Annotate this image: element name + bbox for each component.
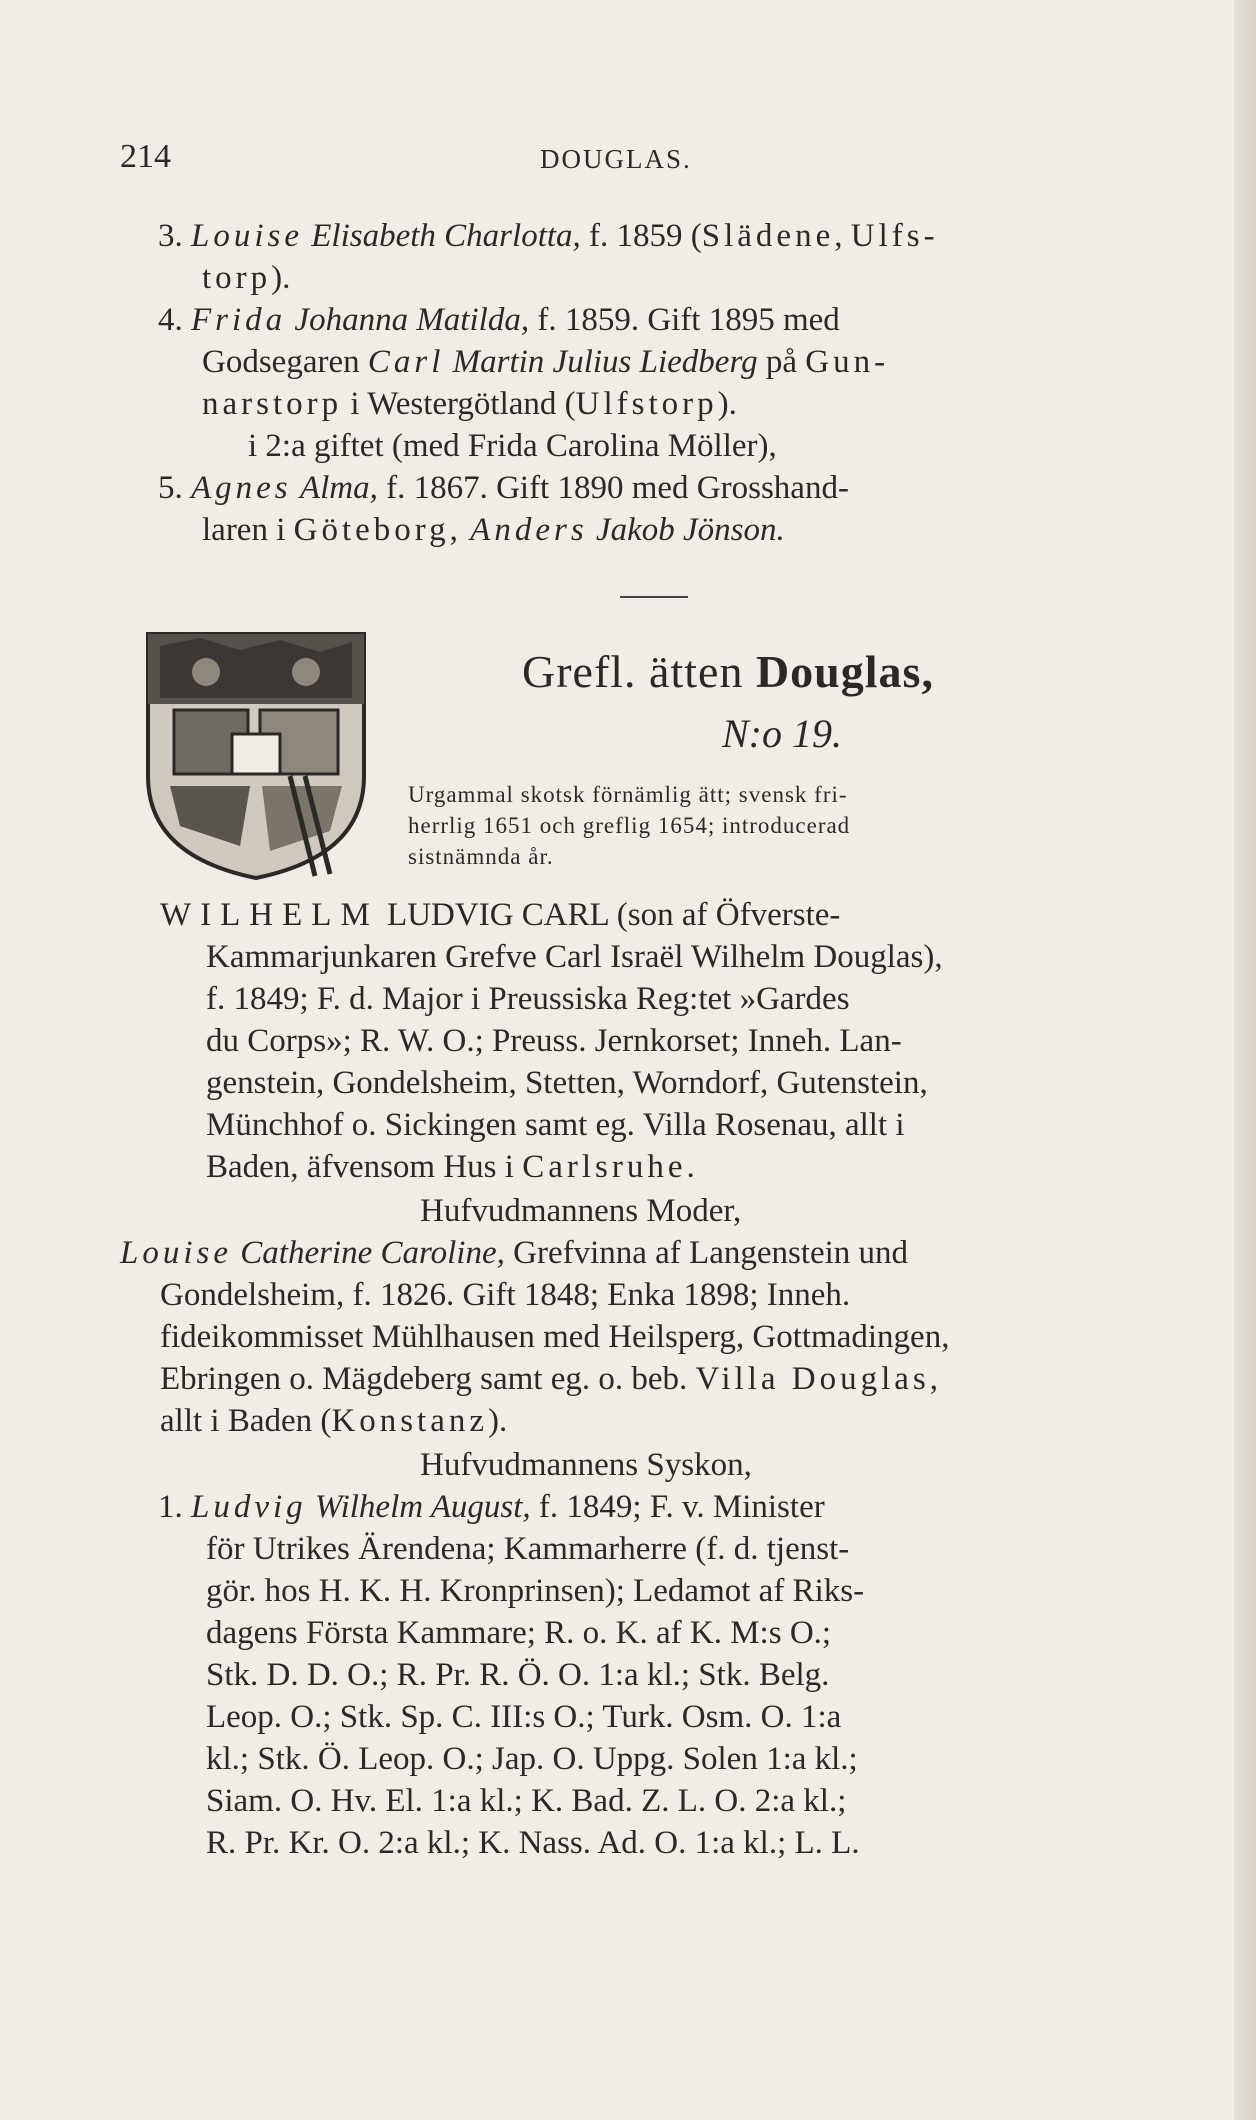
family-number: N:o 19. [722,711,842,756]
entry-text: ). [271,260,291,296]
sibling-1-line-9: R. Pr. Kr. O. 2:a kl.; K. Nass. Ad. O. 1:a kl.; L. L. [206,1825,860,1861]
villa-name: Villa Douglas, [695,1361,943,1397]
coat-of-arms-image [140,626,372,882]
mother-text: Ebringen o. Mägdeberg samt eg. o. beb. [160,1361,688,1397]
mother-text: Grefvinna af Langenstein und [513,1235,909,1271]
head-name: WILHELM [160,897,379,933]
sibling-1-line-7: kl.; Stk. Ö. Leop. O.; Jap. O. Uppg. Solen 1:a kl.; [206,1741,858,1777]
place-name: Konstanz [331,1403,489,1439]
entry-names: Elisabeth Charlotta, [311,218,581,254]
head-line-4: du Corps»; R. W. O.; Preuss. Jernkorset; Inneh. Lan- [206,1023,902,1059]
entry-number: 1. [158,1489,183,1525]
sibling-text: f. 1849; F. v. Minister [538,1489,825,1525]
head-text: LUDVIG CARL (son af Öfverste- [387,897,841,933]
entry-4-line-1 [158,300,840,340]
entry-number: 5. [158,470,183,506]
section-separator [620,596,688,598]
family-description-line-3: sistnämnda år. [408,844,554,869]
sibling-name: Ludvig [191,1489,307,1525]
head-line-2: Kammarjunkaren Grefve Carl Israël Wilhelm Douglas), [206,939,943,975]
mother-line-3: fideikommisset Mühlhausen med Heilsperg, Gottmadingen, [160,1319,950,1355]
entry-4-line-4 [248,426,777,466]
place-name: Carlsruhe. [522,1149,699,1185]
entry-4-line-3 [202,384,737,424]
entry-text: laren i [202,512,286,548]
mother-line-4 [160,1359,942,1399]
sibling-1-line-5: Stk. D. D. O.; R. Pr. R. Ö. O. 1:a kl.; Stk. Belg. [206,1657,830,1693]
entry-3-line-2 [202,258,290,298]
place-name: Ulfstorp [575,386,718,422]
head-line-6: Münchhof o. Sickingen samt eg. Villa Rosenau, allt i [206,1107,905,1143]
entry-text: f. 1859 ( [589,218,702,254]
entry-name: Louise [191,218,304,254]
head-line-5: genstein, Gondelsheim, Stetten, Worndorf, Gutenstein, [206,1065,928,1101]
head-line-1 [160,895,840,935]
entry-number: 3. [158,218,183,254]
running-title: DOUGLAS. [540,144,692,174]
mother-line-1 [120,1233,908,1273]
mother-names: Catherine Caroline, [240,1235,505,1271]
sibling-1-line-3: gör. hos H. K. H. Kronprinsen); Ledamot af Riks- [206,1573,865,1609]
sibling-1-line-6: Leop. O.; Stk. Sp. C. III:s O.; Turk. Osm. O. 1:a [206,1699,842,1735]
entry-text: , [834,218,851,254]
family-heading-name: Douglas, [755,646,934,697]
entry-4-line-2 [202,342,889,382]
person-name: Anders [470,512,588,548]
mother-name: Louise [120,1235,233,1271]
place-name: Slädene [701,218,835,254]
entry-5-line-1 [158,468,849,508]
place-name: Ulfs- [850,218,939,254]
entry-name: Agnes [191,470,292,506]
entry-5-line-2 [202,510,785,550]
sibling-1-line-4: dagens Första Kammare; R. o. K. af K. M:s O.; [206,1615,832,1651]
entry-text: Godsegaren [202,344,360,380]
place-name: Gun- [805,344,890,380]
person-names: Martin Julius Liedberg [452,344,758,380]
entry-text: f. 1867. Gift 1890 med Grosshand- [386,470,849,506]
mother-text: ). [488,1403,508,1439]
entry-text: i Westergötland ( [350,386,576,422]
mother-text: allt i Baden ( [160,1403,332,1439]
entry-text: ). [717,386,737,422]
family-description-line-2: herrlig 1651 och greflig 1654; introducerad [408,813,851,838]
sibling-1-line-2: för Utrikes Ärendena; Kammarherre (f. d. tjenst- [206,1531,850,1567]
family-heading-prefix: Grefl. ätten [522,646,744,697]
person-names: Jakob Jönson. [595,512,785,548]
entry-3-line-1 [158,216,939,256]
page-header [120,138,1120,178]
head-line-7 [206,1147,699,1187]
mother-line-5 [160,1401,507,1441]
person-name: Carl [367,344,445,380]
sibling-1-line-1 [158,1487,825,1527]
place-name: torp [202,260,272,296]
head-text: Baden, äfvensom Hus i [206,1149,514,1185]
entry-text: f. 1859. Gift 1895 med [537,302,840,338]
place-name: Göteborg, [293,512,462,548]
place-name: narstorp [202,386,343,422]
entry-name: Frida [191,302,287,338]
mother-caption: Hufvudmannens Moder, [420,1193,742,1229]
entry-number: 4. [158,302,183,338]
sibling-1-line-8: Siam. O. Hv. El. 1:a kl.; K. Bad. Z. L. O. 2:a kl.; [206,1783,847,1819]
mother-line-2: Gondelsheim, f. 1826. Gift 1848; Enka 1898; Inneh. [160,1277,851,1313]
entry-text: i 2:a giftet (med Frida Carolina Möller), [248,428,777,464]
head-line-3: f. 1849; F. d. Major i Preussiska Reg:tet »Gardes [206,981,850,1017]
sibling-names: Wilhelm August, [314,1489,531,1525]
page-edge-shadow [1234,0,1256,2120]
entry-text: på [765,344,797,380]
family-description-line-1: Urgammal skotsk förnämlig ätt; svensk fri- [408,782,848,807]
family-heading [522,645,934,698]
entry-names: Johanna Matilda, [294,302,530,338]
entry-names: Alma, [299,470,378,506]
siblings-caption: Hufvudmannens Syskon, [420,1447,752,1483]
page-number: 214 [120,138,171,175]
